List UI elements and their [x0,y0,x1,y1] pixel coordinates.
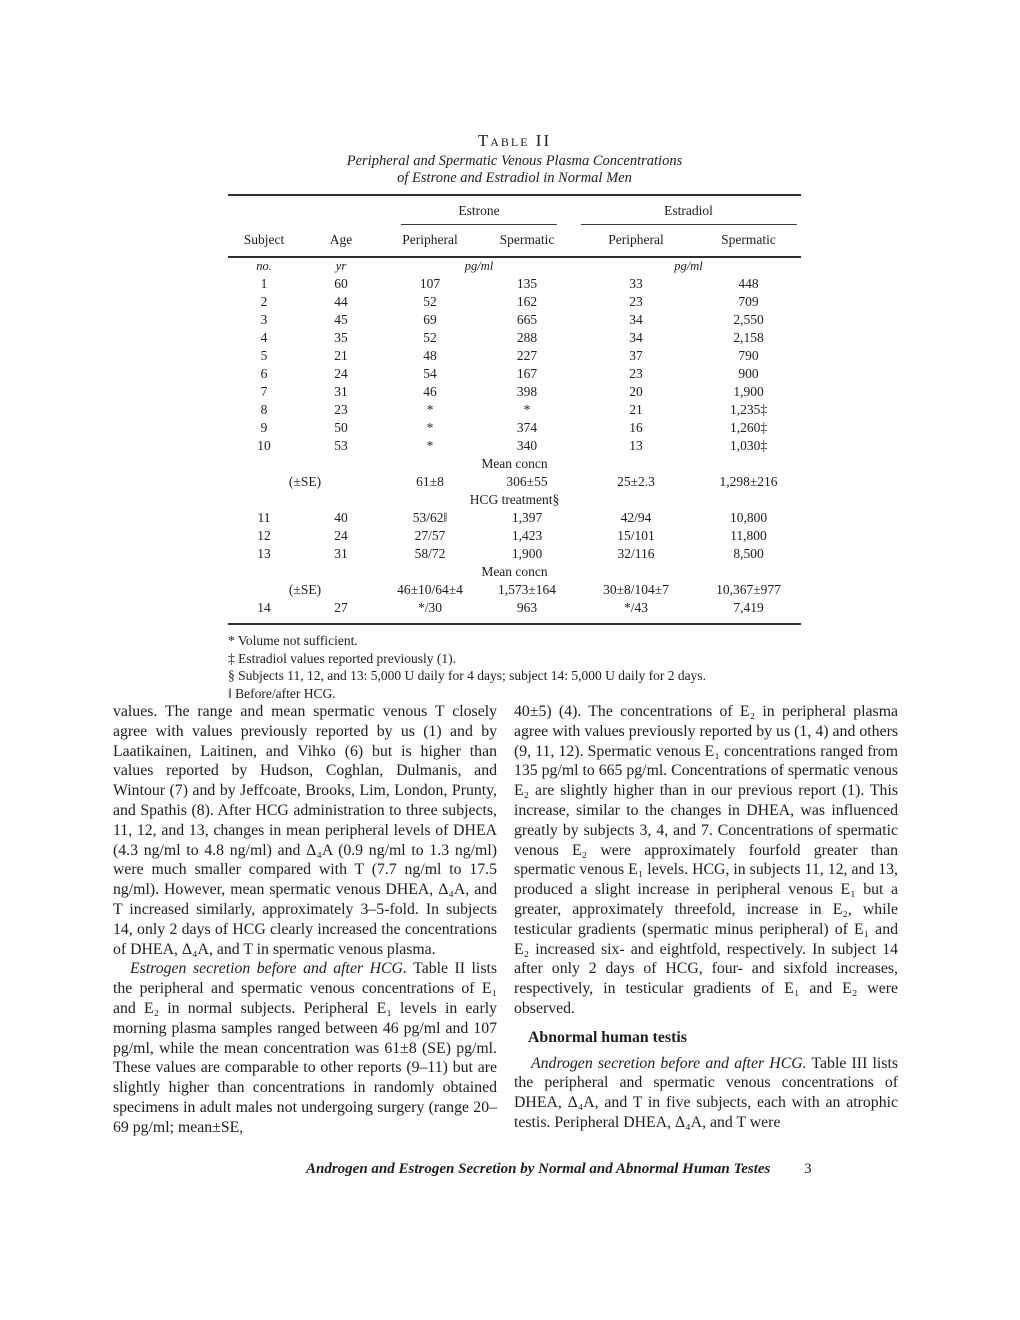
table-cell: 1,573±164 [497,582,557,597]
table-cell: 4 [260,330,268,345]
table-cell: 13 [257,546,271,561]
paragraph: values. The range and mean spermatic venous T closely agree with values previously reported by us (1) and by Laatikainen, Laitinen, and Vihko (6) but is higher than values reported by Hudson, Coghlan, Dulmanis, and Wintour (7) and by Jeffcoate, Brooks, Lim, London, Prunty, and Spathis (8). After HCG administration to three subjects, 11, 12, and 13, changes in mean peripheral levels of DHEA (4.3 ng/ml to 4.8 ng/ml) and Δ₄A (0.9 ng/ml to 1.3 ng/ml) were much smaller compared with T (7.7 ng/ml to 17.5 ng/ml). However, mean spermatic venous DHEA, Δ₄A, and T increased similarly, approximately 3–5-fold. In subjects 14, only 2 days of HCG clearly increased the concentrations of DHEA, Δ₄A, and T in spermatic venous plasma. [113,703,497,958]
table-row [228,455,801,473]
table-row [228,365,801,383]
page-footer [306,1161,812,1178]
table-mean-normal [228,455,801,491]
table-cell: 398 [516,384,538,399]
table-cell: 6 [260,366,268,381]
mean-label: Mean concn [481,456,548,471]
table-cell: 10 [257,438,271,453]
footnote: * Volume not sufficient. [228,633,358,648]
table-cell: 27 [300,599,382,624]
table-cell: 1,900 [733,384,764,399]
table-cell: 665 [516,312,538,327]
table-cell: 54 [423,366,437,381]
table-cell: 107 [419,276,441,291]
table-cell: 58/72 [414,546,446,561]
table-row [228,311,801,329]
unit-estradiol: pg/ml [674,259,703,273]
mean-se-label: (±SE) [288,582,322,597]
unit-estrone: pg/ml [464,259,494,273]
table-cell: 27/57 [414,528,446,543]
table-cell: 61±8 [416,474,444,489]
group-header-row [228,195,801,226]
table-caption-line2: of Estrone and Estradiol in Normal Men [397,170,632,186]
table-cell: */30 [382,599,478,624]
table-cell: 900 [738,366,759,381]
table-cell: 46±10/64±4 [397,582,463,597]
table-cell: 162 [516,294,538,309]
table-cell: 23 [629,366,643,381]
table-cell: 7,419 [696,599,801,624]
table-cell: 306±55 [506,474,548,489]
mean-label: Mean concn [481,564,548,579]
table-row [228,563,801,581]
table-row [228,329,801,347]
running-title: Androgen and Estrogen Secretion by Normal and Abnormal Human Testes [306,1161,771,1177]
table-section [228,491,801,509]
table-cell: 167 [516,366,538,381]
table-cell: 7 [260,384,268,399]
table-cell: 34 [629,312,643,327]
table-caption [228,153,801,187]
column-header-estradiol-peripheral: Peripheral [576,226,696,257]
table-cell: 31 [334,546,348,561]
table-row [228,509,801,527]
table-cell: 23 [629,294,643,309]
paragraph-text: Table III lists the peripheral and spermatic venous concentrations of DHEA, Δ₄A, and T in five subjects, each with an atrophic testis. Peripheral DHEA, Δ₄A, and T were [514,1054,898,1131]
table-cell: 1,235‡ [729,402,768,417]
table-cell: 2 [260,294,268,309]
table-cell: 8 [260,402,268,417]
section-header-row [228,491,801,509]
table-cell: 40 [334,510,348,525]
table-cell: 24 [334,528,348,543]
table-cell: 24 [334,366,348,381]
column-header-subject: Subject [228,226,300,257]
left-column [113,702,497,1138]
table-cell: 374 [516,420,538,435]
page-number: 3 [804,1161,812,1177]
table-cell: 60 [334,276,348,291]
section-heading: Abnormal human testis [528,1028,687,1046]
table-cell: 16 [629,420,643,435]
table-cell: 709 [738,294,759,309]
table-mean-hcg [228,563,801,624]
table-cell: 11,800 [730,528,767,543]
table-cell: 1,260‡ [729,420,768,435]
table-cell: 2,158 [733,330,764,345]
table-cell: 32/116 [617,546,655,561]
table-cell: * [523,402,531,417]
table-cell: 963 [478,599,576,624]
unit-age: yr [335,259,347,273]
table-cell: 52 [423,330,437,345]
footnote: ‖ Before/after HCG. [228,685,336,701]
table-caption-line1: Peripheral and Spermatic Venous Plasma Concentrations [346,153,683,169]
column-header-estrone-peripheral: Peripheral [382,226,478,257]
table-body-normal [228,275,801,455]
table-cell: 8,500 [733,546,764,561]
group-header-estradiol: Estradiol [576,195,801,226]
table-body-hcg [228,509,801,563]
paragraph-lead-italic: Androgen secretion before and after HCG. [531,1054,807,1072]
table-cell: 48 [423,348,437,363]
table-cell: 11 [257,510,271,525]
table-cell: 135 [516,276,538,291]
table-cell: 13 [629,438,643,453]
paragraph-lead-italic: Estrogen secretion before and after HCG. [130,960,407,978]
table-row [228,275,801,293]
table-cell: 12 [257,528,271,543]
table-cell: 53/62‖ [412,510,448,525]
table-cell: 790 [738,348,759,363]
table-cell: 227 [516,348,538,363]
table-cell: 34 [629,330,643,345]
table-footnotes [228,632,801,702]
right-column [514,702,898,1138]
table-cell: 50 [334,420,348,435]
table-block [228,131,801,702]
table-cell: 1,298±216 [719,474,778,489]
table-cell: 21 [334,348,348,363]
footnote: § Subjects 11, 12, and 13: 5,000 U daily for 4 days; subject 14: 5,000 U daily for 2 days. [228,668,706,683]
column-header-row [228,226,801,257]
section-header: HCG treatment§ [469,492,560,507]
table-cell: 288 [516,330,538,345]
table-cell: 25±2.3 [617,474,655,489]
table-cell: 1,900 [511,546,543,561]
paragraph: 40±5) (4). The concentrations of E₂ in peripheral plasma agree with values previously reported by us (1, 4) and others (9, 11, 12). Spermatic venous E₁ concentrations ranged from 135 pg/ml to 665 pg/ml. Concentrations of spermatic venous E₂ are slightly higher than in our previous report (1). This increase, similar to the changes in DHEA, was influenced greatly by subjects 3, 4, and 7. Concentrations of spermatic venous E₂ were approximately fourfold greater than spermatic venous E₁ levels. HCG, in subjects 11, 12, and 13, produced a slight increase in peripheral venous E₁ but a greater, approximately threefold, increase in E₂, while testicular gradients (spermatic minus peripheral) of E₁ and E₂ increased six- and eightfold, respectively. In subject 14 after only 2 days of HCG, four- and sixfold increases, respectively, in testicular gradients of E₁ and E₂ were observed. [514,703,898,1017]
table-cell: * [426,420,434,435]
table-cell: 44 [334,294,348,309]
mean-se-label: (±SE) [288,474,322,489]
table-cell: 10,367±977 [716,582,781,597]
table-cell: 42/94 [620,510,652,525]
table-row [228,527,801,545]
table-cell: 1 [260,276,268,291]
table-cell: 30±8/104±7 [603,582,669,597]
paragraph-text: Table II lists the peripheral and spermatic venous concentrations of E₁ and E₂ in normal subjects. Peripheral E₁ levels in early morning plasma samples ranged between 46 pg/ml and 107 pg/ml, while the mean concentration was 61±8 (SE) pg/ml. These values are comparable to other reports (9–11) but are slightly higher than concentrations in randomly obtained specimens in adult males not undergoing surgery (range 20–69 pg/ml; mean±SE, [113,960,497,1136]
table-cell: 21 [629,402,643,417]
table-cell: 9 [260,420,268,435]
table-cell: 31 [334,384,348,399]
table-cell: 35 [334,330,348,345]
table-row [228,401,801,419]
table-row [228,419,801,437]
table-cell: 45 [334,312,348,327]
table-cell: */43 [576,599,696,624]
table-cell: 20 [629,384,643,399]
table-cell: 33 [629,276,643,291]
table-cell: 1,423 [511,528,543,543]
table-cell: * [426,438,434,453]
table-row [228,599,801,624]
footnote: ‡ Estradiol values reported previously (1). [228,650,456,666]
column-header-estrone-spermatic: Spermatic [478,226,576,257]
table-row [228,437,801,455]
table-cell: 2,550 [733,312,764,327]
table-cell: 53 [334,438,348,453]
table-cell: 14 [228,599,300,624]
unit-row [228,257,801,275]
table-cell: * [426,402,434,417]
data-table [228,194,801,625]
table-cell: 46 [423,384,437,399]
table-label: Table II [477,131,552,150]
paragraph [113,959,497,1137]
paragraph [514,1054,898,1133]
table-cell: 448 [738,276,759,291]
table-row [228,383,801,401]
group-header-empty [228,195,382,226]
table-cell: 5 [260,348,268,363]
table-cell: 69 [423,312,437,327]
table-row [228,347,801,365]
table-cell: 15/101 [617,528,655,543]
column-header-age: Age [300,226,382,257]
table-cell: 23 [334,402,348,417]
table-cell: 37 [629,348,643,363]
table-row [228,473,801,491]
body-text [113,702,898,1138]
table-row [228,581,801,599]
column-header-estradiol-spermatic: Spermatic [696,226,801,257]
table-cell: 3 [260,312,268,327]
unit-subject: no. [256,259,272,273]
table-cell: 340 [516,438,538,453]
table-cell: 52 [423,294,437,309]
table-cell: 1,397 [511,510,543,525]
group-header-estrone: Estrone [382,195,576,226]
table-cell: 1,030‡ [729,438,768,453]
table-row [228,545,801,563]
table-row [228,293,801,311]
table-cell: 10,800 [729,510,768,525]
